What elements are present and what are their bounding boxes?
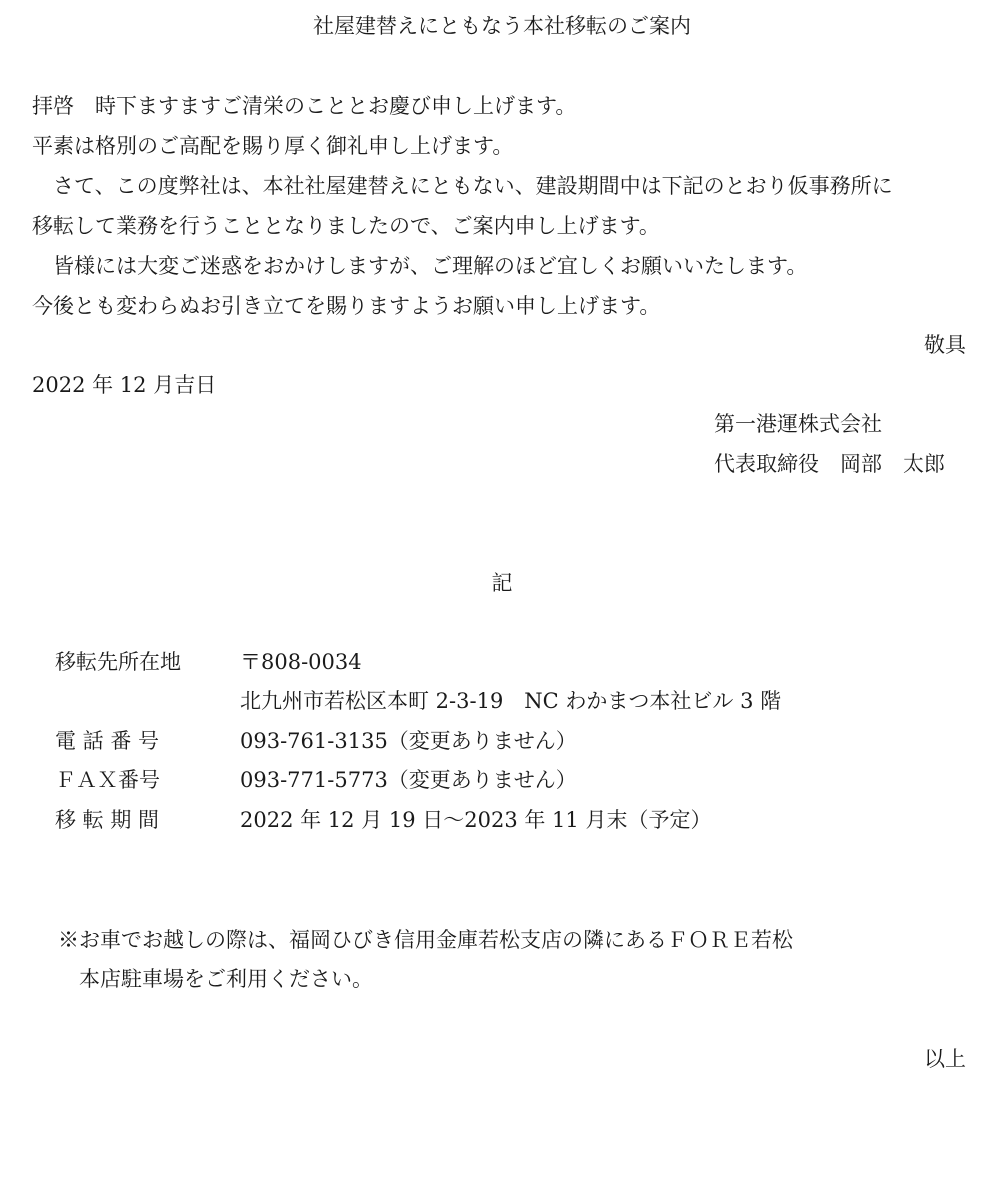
closing-keigu: 敬具 — [924, 333, 966, 357]
greeting-line: 拝啓 時下ますますご清栄のこととお慶び申し上げます。 — [32, 94, 577, 118]
greeting-line: 平素は格別のご高配を賜り厚く御礼申し上げます。 — [32, 134, 514, 158]
phone-label: 電 話 番 号 — [55, 729, 160, 753]
greeting-line: 移転して業務を行うこととなりましたので、ご案内申し上げます。 — [32, 214, 660, 238]
issue-date: 2022 年 12 月吉日 — [32, 373, 217, 397]
representative-name: 代表取締役 岡部 太郎 — [714, 452, 945, 476]
company-name: 第一港運株式会社 — [714, 412, 882, 436]
document-title: 社屋建替えにともなう本社移転のご案内 — [313, 14, 691, 38]
address-value: 北九州市若松区本町 2-3-19 NC わかまつ本社ビル 3 階 — [240, 689, 782, 713]
fax-label: ＦＡＸ番号 — [55, 768, 160, 792]
greeting-line: さて、この度弊社は、本社社屋建替えにともない、建設期間中は下記のとおり仮事務所に — [32, 174, 893, 198]
phone-value: 093-761-3135（変更ありません） — [240, 729, 577, 753]
ki-heading: 記 — [491, 571, 513, 595]
fax-value: 093-771-5773（変更ありません） — [240, 768, 577, 792]
address-label: 移転先所在地 — [55, 650, 181, 674]
greeting-line: 今後とも変わらぬお引き立てを賜りますようお願い申し上げます。 — [32, 294, 661, 318]
closing-ijo: 以上 — [924, 1047, 966, 1071]
greeting-line: 皆様には大変ご迷惑をおかけしますが、ご理解のほど宜しくお願いいたします。 — [32, 254, 808, 278]
note-line: ※お車でお越しの際は、福岡ひびき信用金庫若松支店の隣にあるＦＯＲＥ若松 — [58, 928, 793, 952]
period-value: 2022 年 12 月 19 日～2023 年 11 月末（予定） — [240, 808, 712, 832]
note-line: 本店駐車場をご利用ください。 — [58, 967, 373, 991]
period-label: 移 転 期 間 — [55, 808, 160, 832]
postal-code: 〒808-0034 — [240, 650, 362, 674]
